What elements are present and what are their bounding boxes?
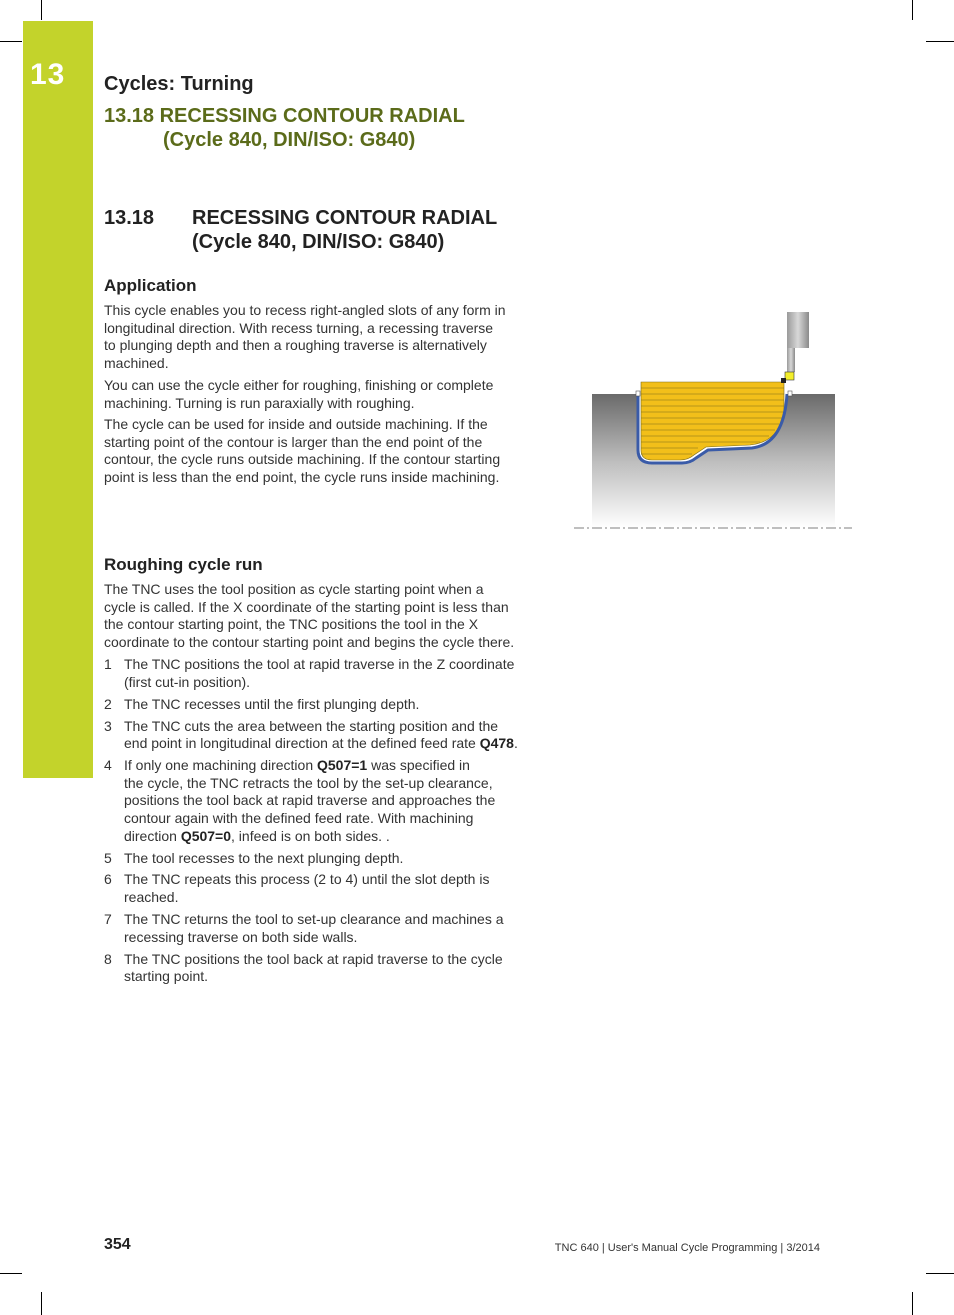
text-line: coordinate to the contour starting point and begins the cycle there. [104, 633, 515, 650]
crop-mark [912, 0, 913, 20]
text-line: machined. [104, 354, 169, 371]
text-line: contour, the cycle runs outside machining. If the contour starting [104, 451, 501, 468]
text-line: The TNC uses the tool position as cycle starting point when a [104, 581, 484, 597]
tool-holder [787, 312, 809, 348]
list-item-number: 4 [104, 757, 112, 774]
list-item [104, 871, 544, 906]
recessing-contour-figure [574, 310, 854, 532]
list-item [104, 718, 544, 753]
text-line: The cycle can be used for inside and outside machining. If the [104, 416, 488, 432]
text-line: The TNC returns the tool to set-up clearance and machines a [124, 911, 504, 928]
crop-mark [0, 1273, 22, 1274]
list-item [104, 757, 544, 845]
roughing-heading: Roughing cycle run [104, 555, 263, 574]
contour-start-marker [636, 391, 640, 396]
text-line: to plunging depth and then a roughing traverse is alternatively [104, 337, 487, 354]
parameter-code: Q478 [479, 735, 514, 752]
list-item-number: 1 [104, 656, 112, 672]
running-header-section [104, 104, 465, 152]
application-paragraph-1 [104, 302, 506, 372]
application-paragraph-3 [104, 416, 500, 486]
parameter-code: Q507=0 [180, 827, 232, 844]
text-line: The TNC positions the tool back at rapid traverse to the cycle [124, 950, 503, 967]
text-line: . [513, 735, 518, 752]
chapter-number: 13 [30, 58, 66, 91]
list-item-number: 7 [104, 911, 112, 928]
crop-mark [926, 41, 954, 42]
text-line: You can use the cycle either for roughing, finishing or complete [104, 377, 494, 393]
text-line: machining. Turning is run paraxially with roughing. [104, 394, 415, 411]
text-line: starting point of the contour is larger than the end point of the [104, 433, 483, 450]
text-line: the contour starting point, the TNC positions the tool in the X [104, 616, 479, 633]
section-title [104, 206, 497, 254]
parameter-code: Q507=1 [317, 757, 368, 774]
text-line: was specified in [367, 757, 470, 774]
list-item [104, 696, 544, 714]
tool-shank [787, 348, 795, 372]
text-line: starting point. [124, 968, 209, 985]
text-line: The TNC positions the tool at rapid traverse in the Z coordinate [124, 656, 515, 672]
crop-mark [41, 0, 42, 20]
section-number: 13.18 [104, 207, 155, 229]
page-number: 354 [104, 1236, 131, 1253]
running-header-chapter: Cycles: Turning [104, 73, 254, 95]
list-item-number: 8 [104, 950, 112, 967]
crop-mark [926, 1273, 954, 1274]
list-item-number: 3 [104, 717, 112, 734]
crop-mark [0, 41, 22, 42]
text-line: the cycle, the TNC retracts the tool by the set-up clearance, [124, 774, 493, 791]
tool-tip [781, 378, 786, 383]
text-line: The TNC repeats this process (2 to 4) until the slot depth is [124, 871, 490, 888]
footer-text: TNC 640 | User's Manual Cycle Programming | 3/2014 [554, 1242, 820, 1254]
chapter-tab [23, 21, 93, 778]
text-line: The TNC cuts the area between the starting position and the [124, 717, 499, 734]
section-title-line1: RECESSING CONTOUR RADIAL [192, 207, 498, 229]
text-line: cycle is called. If the X coordinate of the starting point is less than [104, 598, 509, 615]
text-line: If only one machining direction [124, 757, 317, 774]
list-item-number: 5 [104, 849, 112, 866]
text-line: direction [124, 827, 181, 844]
text-line: , infeed is on both sides. . [231, 827, 390, 844]
text-line: point is less than the end point, the cycle runs inside machining. [104, 468, 500, 485]
crop-mark [912, 1292, 913, 1315]
roughing-steps-list [104, 656, 544, 990]
running-header-line1: 13.18 RECESSING CONTOUR RADIAL [104, 105, 465, 127]
text-line: The tool recesses to the next plunging depth. [124, 849, 404, 866]
crop-mark [41, 1292, 42, 1315]
section-title-line2: (Cycle 840, DIN/ISO: G840) [192, 231, 445, 253]
roughing-intro [104, 581, 514, 651]
text-line: (first cut-in position). [124, 673, 251, 690]
list-item [104, 850, 544, 868]
text-line: recessing traverse on both side walls. [124, 928, 358, 945]
tool-insert [785, 372, 794, 380]
text-line: longitudinal direction. With recess turning, a recessing traverse [104, 319, 494, 336]
text-line: positions the tool back at rapid traverse and approaches the [124, 792, 496, 809]
running-header-line2: (Cycle 840, DIN/ISO: G840) [163, 129, 416, 151]
text-line: reached. [124, 889, 179, 906]
text-line: contour again with the defined feed rate. With machining [124, 809, 474, 826]
text-line: This cycle enables you to recess right-angled slots of any form in [104, 302, 506, 318]
list-item [104, 656, 544, 691]
application-paragraph-2 [104, 377, 493, 412]
list-item-number: 2 [104, 695, 112, 712]
list-item [104, 951, 544, 986]
application-heading: Application [104, 276, 197, 295]
contour-end-marker [788, 391, 792, 396]
list-item-number: 6 [104, 871, 112, 888]
text-line: The TNC recesses until the first plunging depth. [124, 695, 420, 712]
list-item [104, 911, 544, 946]
text-line: end point in longitudinal direction at the defined feed rate [124, 735, 480, 752]
